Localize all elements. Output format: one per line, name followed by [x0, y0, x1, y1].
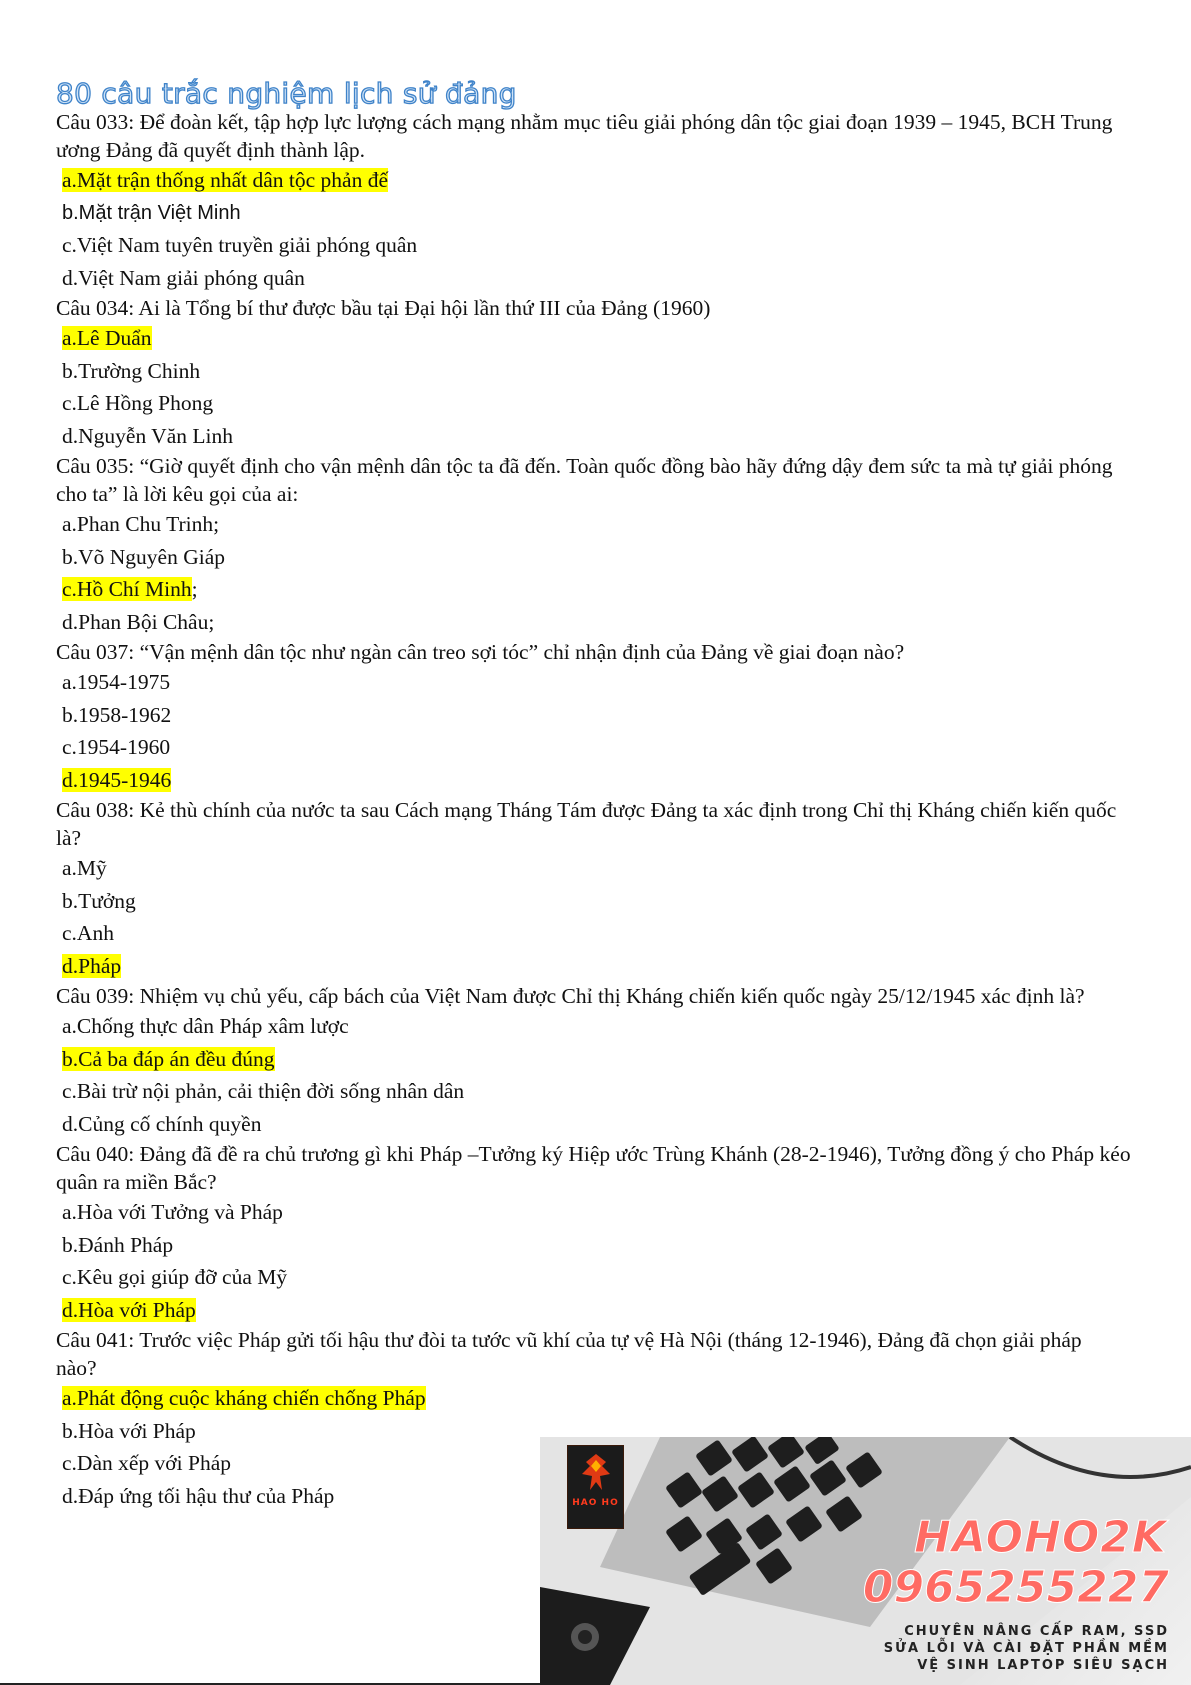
- service-item: SỬA LỖI VÀ CÀI ĐẶT PHẦN MỀM: [883, 1641, 1169, 1656]
- answer-option: c.Việt Nam tuyên truyền giải phóng quân: [62, 233, 418, 257]
- brand-name: HAOHO2K: [914, 1512, 1167, 1563]
- document-title: 80 câu trắc nghiệm lịch sử đảng: [56, 77, 517, 110]
- logo-text: HAO HO: [572, 1498, 619, 1508]
- answer-option: d.Nguyễn Văn Linh: [62, 423, 233, 448]
- question-text: Câu 034: Ai là Tổng bí thư được bầu tại Đại hội lần thứ III của Đảng (1960): [56, 296, 711, 320]
- question-text: Câu 038: Kẻ thù chính của nước ta sau Cách mạng Tháng Tám được Đảng ta xác định trong Chỉ thị Kháng chiến kiến quốc là?: [56, 798, 1117, 850]
- answer-option: b.Đánh Pháp: [62, 1232, 174, 1257]
- correct-answer-highlight: d.1945-1946: [62, 767, 172, 792]
- answer-option: c.Anh: [62, 921, 114, 945]
- advertisement-banner[interactable]: [540, 1437, 1191, 1685]
- service-item: CHUYÊN NÂNG CẤP RAM, SSD: [904, 1624, 1169, 1639]
- service-item: VỆ SINH LAPTOP SIÊU SẠCH: [917, 1658, 1169, 1673]
- answer-option: c.1954-1960: [62, 735, 171, 759]
- question-text: Câu 033: Để đoàn kết, tập hợp lực lượng cách mạng nhằm mục tiêu giải phóng dân tộc giai đoạn 1939 – 1945, BCH Trung ương Đảng đã quyết định thành lập.: [56, 110, 1113, 162]
- answer-option: b.Tưởng: [62, 888, 136, 913]
- answer-option: b.Mặt trận Việt Minh: [62, 201, 241, 224]
- correct-answer-highlight: c.Hồ Chí Minh: [62, 577, 192, 601]
- answer-option: b.Võ Nguyên Giáp: [62, 544, 226, 569]
- answer-option: [56, 950, 1146, 983]
- answer-option: [56, 322, 1146, 355]
- dragon-icon: [576, 1452, 616, 1496]
- answer-option: c.Kêu gọi giúp đỡ của Mỹ: [62, 1265, 288, 1289]
- answer-option: b.Trường Chinh: [62, 358, 201, 383]
- answer-option: a.Mỹ: [62, 856, 107, 880]
- answer-option: d.Phan Bội Châu;: [62, 609, 215, 634]
- question-list: [56, 108, 1146, 1512]
- answer-option: [56, 573, 1146, 606]
- answer-option: b.Hòa với Pháp: [62, 1418, 196, 1443]
- answer-option: d.Củng cố chính quyền: [62, 1111, 262, 1136]
- question-text: Câu 035: “Giờ quyết định cho vận mệnh dân tộc ta đã đến. Toàn quốc đồng bào hãy đứng dậy đem sức ta mà tự giải phóng cho ta” là lời kêu gọi của ai:: [56, 454, 1113, 506]
- answer-option: [56, 1294, 1146, 1327]
- answer-option: [56, 1382, 1146, 1415]
- answer-option: c.Dàn xếp với Pháp: [62, 1451, 231, 1475]
- answer-option: [56, 164, 1146, 197]
- answer-option: [56, 1043, 1146, 1076]
- answer-option: d.Đáp ứng tối hậu thư của Pháp: [62, 1483, 335, 1508]
- answer-option: a.1954-1975: [62, 670, 171, 694]
- answer-option: c.Lê Hồng Phong: [62, 391, 214, 415]
- correct-answer-highlight: d.Pháp: [62, 953, 122, 978]
- question-text: Câu 040: Đảng đã đề ra chủ trương gì khi Pháp –Tưởng ký Hiệp ước Trùng Khánh (28-2-1946), Tưởng đồng ý cho Pháp kéo quân ra miền Bắc?: [56, 1142, 1131, 1194]
- answer-option: b.1958-1962: [62, 702, 172, 727]
- answer-suffix: ;: [191, 577, 198, 601]
- answer-option: d.Việt Nam giải phóng quân: [62, 265, 305, 290]
- hao-ho-logo: [567, 1445, 624, 1529]
- correct-answer-highlight: d.Hòa với Pháp: [62, 1297, 196, 1322]
- answer-option: c.Bài trừ nội phản, cải thiện đời sống nhân dân: [62, 1079, 465, 1103]
- correct-answer-highlight: a.Lê Duẩn: [62, 326, 152, 350]
- question-text: Câu 037: “Vận mệnh dân tộc như ngàn cân treo sợi tóc” chỉ nhận định của Đảng về giai đoạn nào?: [56, 640, 905, 664]
- services-list: [884, 1623, 1169, 1674]
- answer-option: a.Chống thực dân Pháp xâm lược: [62, 1014, 349, 1038]
- question-text: Câu 041: Trước việc Pháp gửi tối hậu thư đòi ta tước vũ khí của tự vệ Hà Nội (tháng 12-1946), Đảng đã chọn giải pháp nào?: [56, 1328, 1082, 1380]
- question-text: Câu 039: Nhiệm vụ chủ yếu, cấp bách của Việt Nam được Chỉ thị Kháng chiến kiến quốc ngày 25/12/1945 xác định là?: [56, 984, 1085, 1008]
- phone-number[interactable]: 0965255227: [862, 1562, 1169, 1613]
- answer-option: [56, 764, 1146, 797]
- answer-option: a.Phan Chu Trinh;: [62, 512, 220, 536]
- correct-answer-highlight: a.Phát động cuộc kháng chiến chống Pháp: [62, 1386, 426, 1410]
- answer-option: a.Hòa với Tưởng và Pháp: [62, 1200, 283, 1224]
- correct-answer-highlight: a.Mặt trận thống nhất dân tộc phản đế: [62, 168, 388, 192]
- correct-answer-highlight: b.Cả ba đáp án đều đúng: [62, 1046, 275, 1071]
